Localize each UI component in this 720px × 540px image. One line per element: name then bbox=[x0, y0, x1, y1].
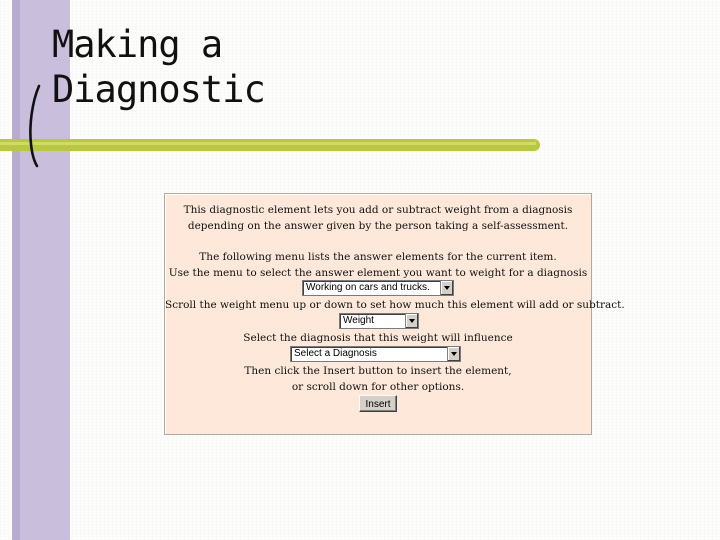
weight-instruction bbox=[165, 297, 625, 313]
instruction-line: The following menu lists the answer elements for the current item. bbox=[199, 251, 557, 263]
diagnosis-selected-value: Select a Diagnosis bbox=[294, 348, 377, 359]
weight-selected-value: Weight bbox=[343, 315, 374, 326]
chevron-down-icon[interactable] bbox=[447, 347, 460, 361]
slide-title-line-1: Making a bbox=[52, 23, 223, 66]
weight-select[interactable] bbox=[339, 313, 419, 329]
instruction-line: Then click the Insert button to insert the element, bbox=[244, 365, 512, 377]
decorative-green-rule-highlight bbox=[0, 142, 536, 145]
intro-line: This diagnostic element lets you add or subtract weight from a diagnosis bbox=[183, 204, 573, 216]
answer-element-select[interactable] bbox=[302, 280, 454, 296]
intro-line: depending on the answer given by the person taking a self-assessment. bbox=[187, 220, 569, 232]
answer-menu-instructions bbox=[165, 249, 591, 281]
answer-element-selected-value: Working on cars and trucks. bbox=[306, 282, 430, 293]
chevron-down-icon[interactable] bbox=[440, 281, 453, 295]
insert-instructions bbox=[165, 363, 591, 395]
chevron-down-icon[interactable] bbox=[405, 314, 418, 328]
instruction-line: or scroll down for other options. bbox=[291, 381, 465, 393]
decorative-green-rule bbox=[0, 139, 540, 151]
insert-button[interactable]: Insert bbox=[359, 395, 397, 412]
instruction-line: Scroll the weight menu up or down to set how much this element will add or subtract. bbox=[165, 299, 625, 311]
slide-title-line-2: Diagnostic bbox=[52, 68, 265, 111]
diagnostic-element-panel bbox=[164, 193, 625, 435]
diagnosis-select[interactable] bbox=[290, 346, 461, 362]
decorative-side-strip-shade bbox=[12, 0, 20, 540]
intro-text bbox=[165, 202, 591, 234]
diagnosis-instruction bbox=[165, 330, 591, 346]
instruction-line: Use the menu to select the answer element you want to weight for a diagnosis bbox=[168, 267, 588, 279]
slide-title bbox=[52, 22, 265, 112]
instruction-line: Select the diagnosis that this weight will influence bbox=[243, 332, 513, 344]
